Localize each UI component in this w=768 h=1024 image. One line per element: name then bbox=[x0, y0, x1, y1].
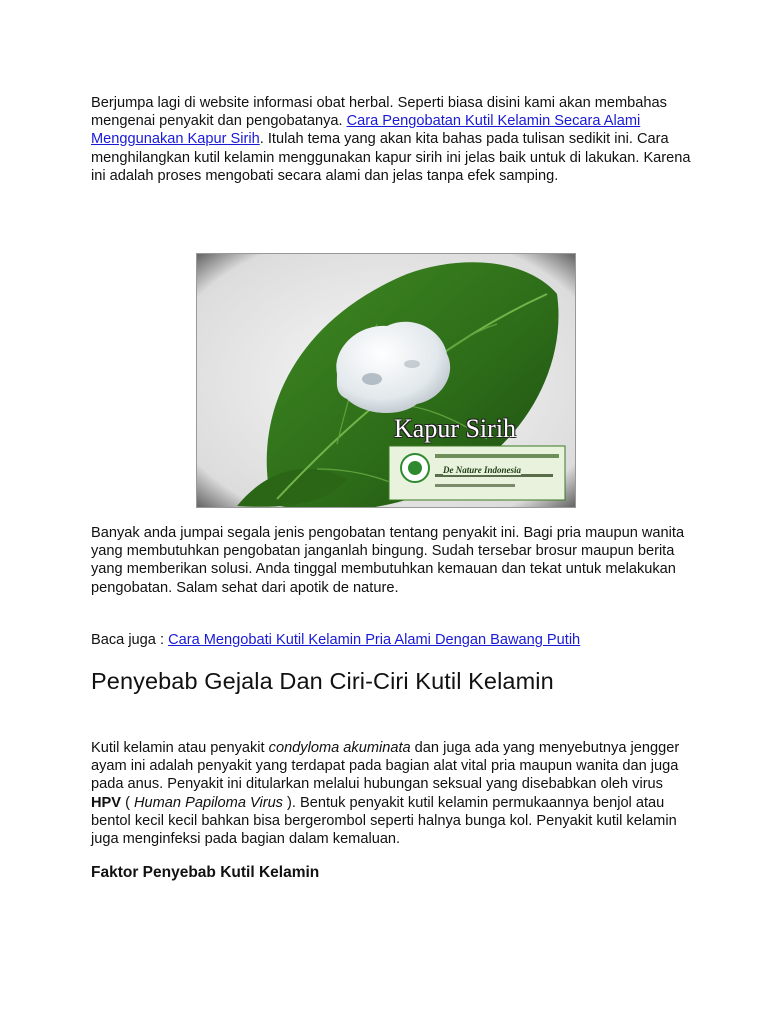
intro-text-1: Berjumpa lagi di website informasi obat herbal. Seperti biasa disini kami akan membahas mengenai penyakit dan pengobatanya. bbox=[91, 95, 667, 130]
p3-italic-condyloma: condyloma akuminata bbox=[268, 740, 411, 756]
baca-juga-prefix: Baca juga : bbox=[91, 632, 169, 648]
p3-text-1: Kutil kelamin atau penyakit bbox=[91, 740, 269, 756]
intro-text-2: . Itulah tema yang akan kita bahas pada tulisan sedikit ini. Cara menghilangkan kutil kelamin menggunakan kapur sirih ini jelas baik untuk di lakukan. Karena ini adalah proses mengobati secara alami dan jelas tanpa efek samping. bbox=[91, 131, 691, 184]
p3-text-4: ). Bentuk penyakit kutil kelamin permukaannya benjol atau bentol kecil kecil bahkan bisa bergerombol seperti halnya bunga kol. Penyakit kutil kelamin juga menginfeksi pada bagian dalam kemaluan. bbox=[91, 794, 677, 848]
subheading-faktor-penyebab: Faktor Penyebab Kutil Kelamin bbox=[91, 864, 320, 881]
section-heading-penyebab: Penyebab Gejala Dan Ciri-Ciri Kutil Kelamin bbox=[91, 668, 554, 694]
p3-italic-hpv-full: Human Papiloma Virus bbox=[134, 794, 283, 811]
p3-bold-hpv: HPV bbox=[91, 794, 122, 811]
intro-paragraph bbox=[91, 94, 691, 185]
paragraph-kutil-kelamin bbox=[91, 739, 691, 848]
baca-juga-link[interactable]: Cara Mengobati Kutil Kelamin Pria Alami Dengan Bawang Putih bbox=[168, 632, 581, 648]
article-link-kapur-sirih[interactable]: Cara Pengobatan Kutil Kelamin Secara Alami Menggunakan Kapur Sirih bbox=[91, 113, 641, 148]
kapur-sirih-image bbox=[196, 253, 576, 508]
p3-text-3: ( bbox=[121, 794, 134, 811]
p3-text-2: dan juga ada yang menyebutnya jengger ayam ini adalah penyakit yang terdapat pada bagian alat vital pria maupun wanita dan juga pada anus. Penyakit ini ditularkan melalui hubungan seksual yang disebabkan oleh virus bbox=[91, 740, 680, 793]
baca-juga-line bbox=[91, 631, 691, 649]
image-caption: Kapur Sirih bbox=[394, 414, 517, 443]
image-brand: De Nature Indonesia bbox=[443, 465, 522, 475]
paragraph-pengobatan: Banyak anda jumpai segala jenis pengobatan tentang penyakit ini. Bagi pria maupun wanita yang membutuhkan pengobatan janganlah bingung. Sudah tersebar brosur maupun berita yang memberikan solusi. Anda tinggal membutuhkan kemauan dan tekat untuk melakukan pengobatan. Salam sehat dari apotik de nature. bbox=[91, 525, 685, 596]
